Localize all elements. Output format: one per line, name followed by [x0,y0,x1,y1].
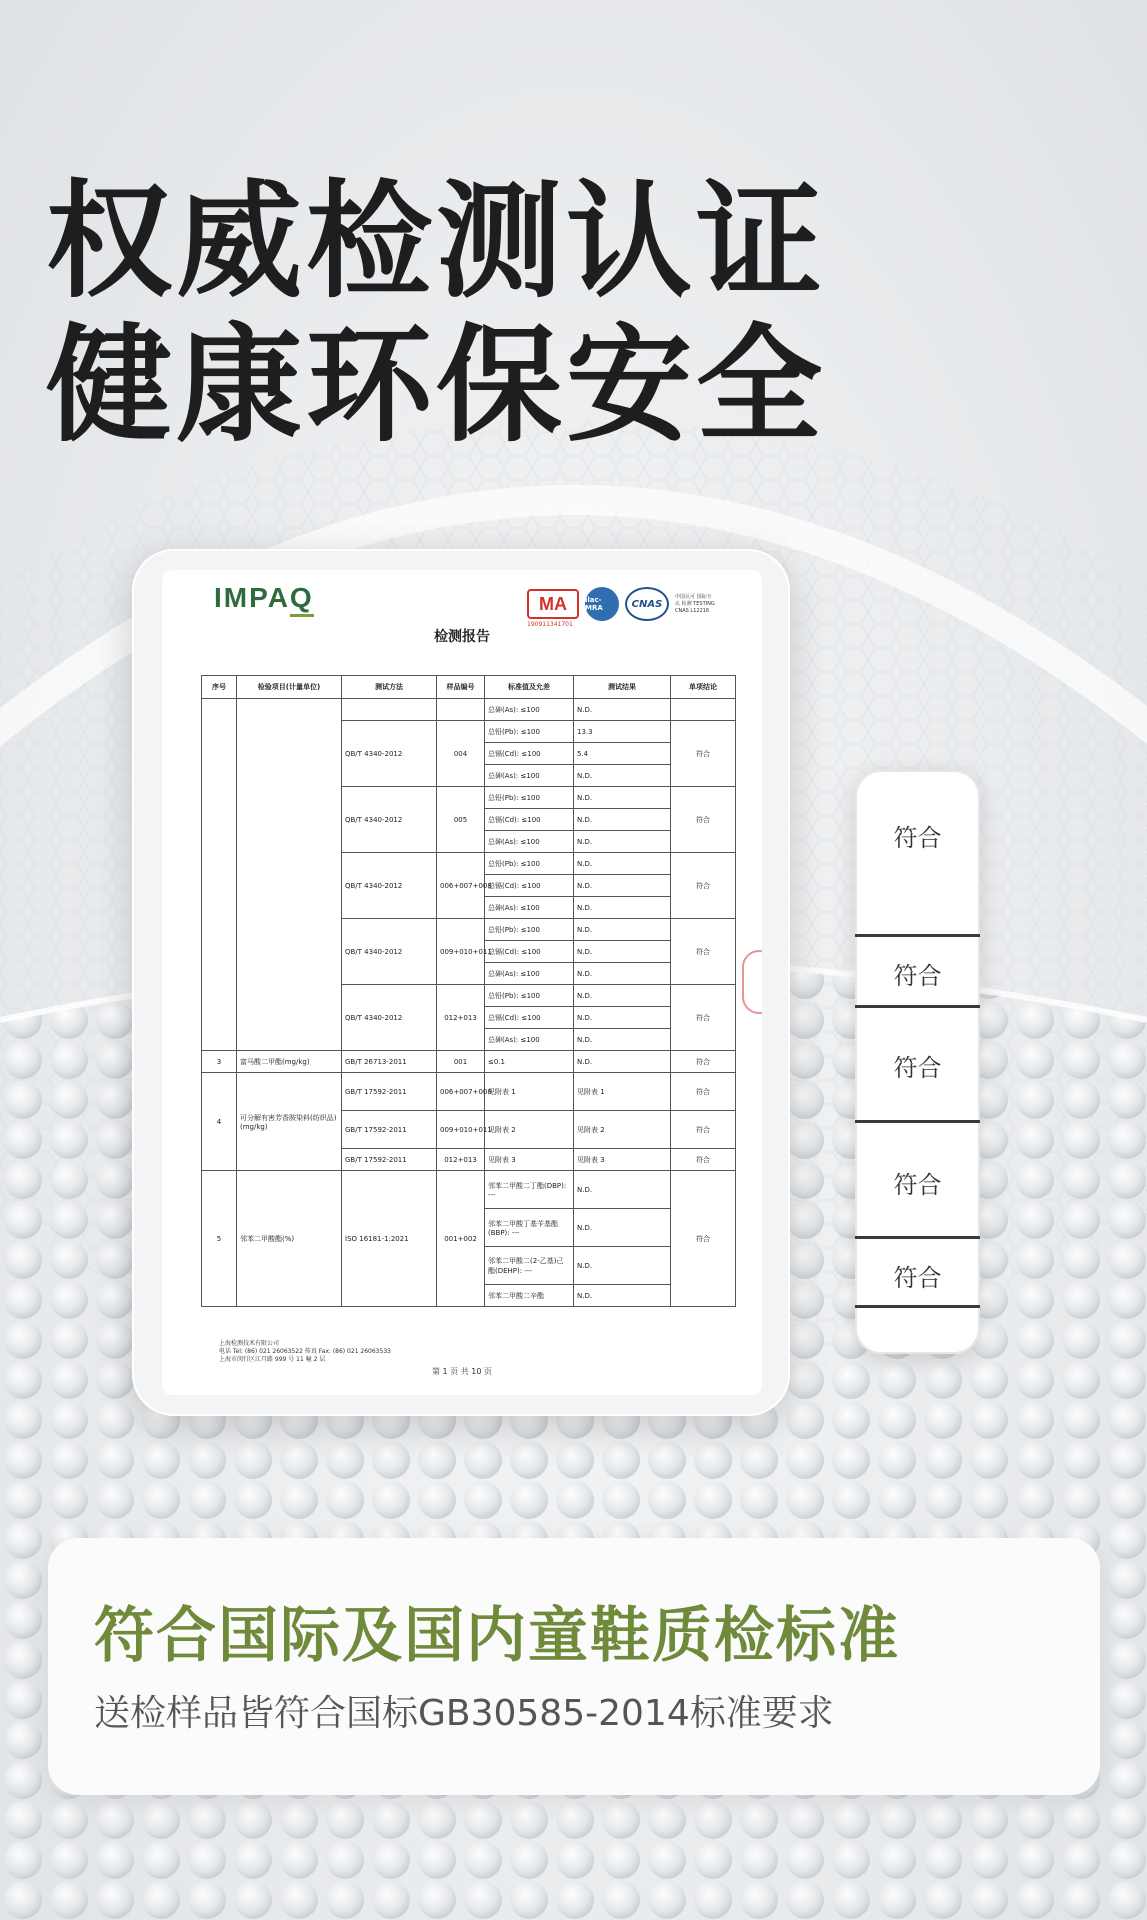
table-cell: 符合 [671,1073,736,1111]
table-cell: GB/T 26713-2011 [342,1051,437,1073]
table-row [202,699,736,721]
table-cell: 总砷(As): ≤100 [485,765,574,787]
table-cell: 13.3 [574,721,671,743]
table-cell: QB/T 4340-2012 [342,787,437,853]
table-cell: 总镉(Cd): ≤100 [485,875,574,897]
table-cell: 3 [202,1051,237,1073]
panel-title: 符合国际及国内童鞋质检标准 [94,1601,900,1671]
table-cell: 总铅(Pb): ≤100 [485,985,574,1007]
table-cell: 012+013 [437,1149,485,1171]
table-cell: QB/T 4340-2012 [342,721,437,787]
report-title: 检测报告 [434,629,490,645]
table-cell: GB/T 17592-2011 [342,1111,437,1149]
table-cell: 009+010+011 [437,919,485,985]
footer-address: 上海市闵行区江月路 999 号 11 幢 2 层 [219,1356,326,1363]
report-table-body [202,699,736,1307]
cma-mark-icon: MA [527,589,579,619]
zoom-label: 符合 [893,824,942,852]
zoom-divider [855,1305,980,1308]
table-cell: 符合 [671,787,736,853]
table-cell [237,699,342,1051]
table-cell: 富马酸二甲酯(mg/kg) [237,1051,342,1073]
zoom-divider [855,1120,980,1123]
header-cell: 序号 [202,676,237,699]
cnas-icon: CNAS [625,587,669,621]
table-cell: N.D. [574,699,671,721]
table-cell: N.D. [574,831,671,853]
zoom-divider [855,934,980,937]
table-cell: 012+013 [437,985,485,1051]
table-cell: 总铅(Pb): ≤100 [485,721,574,743]
table-cell [202,699,237,1051]
table-cell: ≤0.1 [485,1051,574,1073]
table-cell: 总镉(Cd): ≤100 [485,743,574,765]
table-cell: 5 [202,1171,237,1307]
footer-contact: 电话 Tel: (86) 021 26063522 传真 Fax: (86) 021 26063533 [219,1348,391,1355]
table-cell: 邻苯二甲酸丁基苄基酯(BBP): --- [485,1209,574,1247]
table-cell: N.D. [574,853,671,875]
header-cell: 样品编号 [437,676,485,699]
table-cell: 总铅(Pb): ≤100 [485,919,574,941]
table-cell: N.D. [574,897,671,919]
zoom-label: 符合 [893,1264,942,1292]
table-cell: 符合 [671,1111,736,1149]
zoom-label: 符合 [893,1054,942,1082]
table-cell: 4 [202,1073,237,1171]
table-row [202,1171,736,1209]
table-cell: 006+007+008 [437,1073,485,1111]
header-cell: 标准值及允差 [485,676,574,699]
table-cell: 符合 [671,1171,736,1307]
table-cell: 009+010+011 [437,1111,485,1149]
table-cell: QB/T 4340-2012 [342,853,437,919]
table-cell: 005 [437,787,485,853]
table-cell: N.D. [574,1285,671,1307]
table-cell: N.D. [574,1007,671,1029]
report-screen [162,570,762,1395]
table-cell: 邻苯二甲酸二辛酯 [485,1285,574,1307]
impaq-logo: IMPAQ [214,582,314,617]
table-cell: 001 [437,1051,485,1073]
table-cell: 邻苯二甲酸酯(%) [237,1171,342,1307]
table-cell: N.D. [574,875,671,897]
table-cell: 总砷(As): ≤100 [485,699,574,721]
table-cell: 符合 [671,1149,736,1171]
table-cell: 5.4 [574,743,671,765]
table-cell: 总砷(As): ≤100 [485,963,574,985]
table-cell: 见附表 3 [574,1149,671,1171]
page-number: 第 1 页 共 10 页 [432,1367,492,1376]
table-cell: 总镉(Cd): ≤100 [485,1007,574,1029]
table-cell: N.D. [574,919,671,941]
table-cell: 总砷(As): ≤100 [485,1029,574,1051]
header-cell: 测试方法 [342,676,437,699]
panel-subtitle: 送检样品皆符合国标GB30585-2014标准要求 [94,1693,834,1734]
table-cell: N.D. [574,1029,671,1051]
table-cell: 总砷(As): ≤100 [485,897,574,919]
zoom-label: 符合 [893,962,942,990]
table-cell [342,699,437,721]
zoom-divider [855,1236,980,1239]
header-cell: 单项结论 [671,676,736,699]
table-cell: 符合 [671,853,736,919]
table-cell: 符合 [671,1051,736,1073]
table-cell: 004 [437,721,485,787]
table-cell: 总砷(As): ≤100 [485,831,574,853]
table-cell: 符合 [671,985,736,1051]
table-cell: 见附表 2 [574,1111,671,1149]
table-cell: 总镉(Cd): ≤100 [485,809,574,831]
zoom-divider [855,1005,980,1008]
table-header-row [202,676,736,699]
table-cell: 总铅(Pb): ≤100 [485,853,574,875]
cnas-text: 中国认可 国际互认 检测 TESTING CNAS L12216 [675,593,715,614]
header-cell: 检验项目(计量单位) [237,676,342,699]
certification-marks [527,584,715,628]
headline [46,170,826,458]
table-cell: 见附表 1 [574,1073,671,1111]
report-table [201,675,736,1307]
table-cell: N.D. [574,1209,671,1247]
table-cell: 邻苯二甲酸二(2-乙基)己酯(DEHP): --- [485,1247,574,1285]
table-cell: N.D. [574,985,671,1007]
table-cell: N.D. [574,1051,671,1073]
table-cell: 见附表 3 [485,1149,574,1171]
table-cell: N.D. [574,1171,671,1209]
table-cell: 符合 [671,919,736,985]
table-cell: N.D. [574,1247,671,1285]
zoom-callout [855,770,980,1354]
table-cell: N.D. [574,941,671,963]
footer-company: 上海检测技术有限公司 [219,1340,280,1347]
table-cell: 可分解有害芳香胺染料(纺织品)(mg/kg) [237,1073,342,1171]
ilac-mra-icon: ilac-MRA [585,587,619,621]
cma-number: 190911341701 [527,621,573,628]
table-cell: QB/T 4340-2012 [342,919,437,985]
seal-stamp-icon [742,950,762,1014]
table-cell: 邻苯二甲酸二丁酯(DBP): --- [485,1171,574,1209]
table-cell: 001+002 [437,1171,485,1307]
headline-line2: 健康环保安全 [46,312,826,459]
header-cell: 测试结果 [574,676,671,699]
report-footer [219,1340,391,1364]
table-cell: 符合 [671,721,736,787]
table-cell: GB/T 17592-2011 [342,1073,437,1111]
table-cell: 见附表 2 [485,1111,574,1149]
table-cell: N.D. [574,787,671,809]
table-cell: GB/T 17592-2011 [342,1149,437,1171]
table-cell [671,699,736,721]
table-row [202,1051,736,1073]
table-cell [437,699,485,721]
table-cell: N.D. [574,765,671,787]
table-cell: QB/T 4340-2012 [342,985,437,1051]
headline-line1: 权威检测认证 [46,168,826,315]
table-cell: 见附表 1 [485,1073,574,1111]
table-row [202,1073,736,1111]
table-cell: N.D. [574,809,671,831]
table-cell: 006+007+008 [437,853,485,919]
table-cell: 总镉(Cd): ≤100 [485,941,574,963]
table-cell: 总铅(Pb): ≤100 [485,787,574,809]
table-cell: N.D. [574,963,671,985]
zoom-label: 符合 [893,1171,942,1199]
table-cell: ISO 16181-1:2021 [342,1171,437,1307]
